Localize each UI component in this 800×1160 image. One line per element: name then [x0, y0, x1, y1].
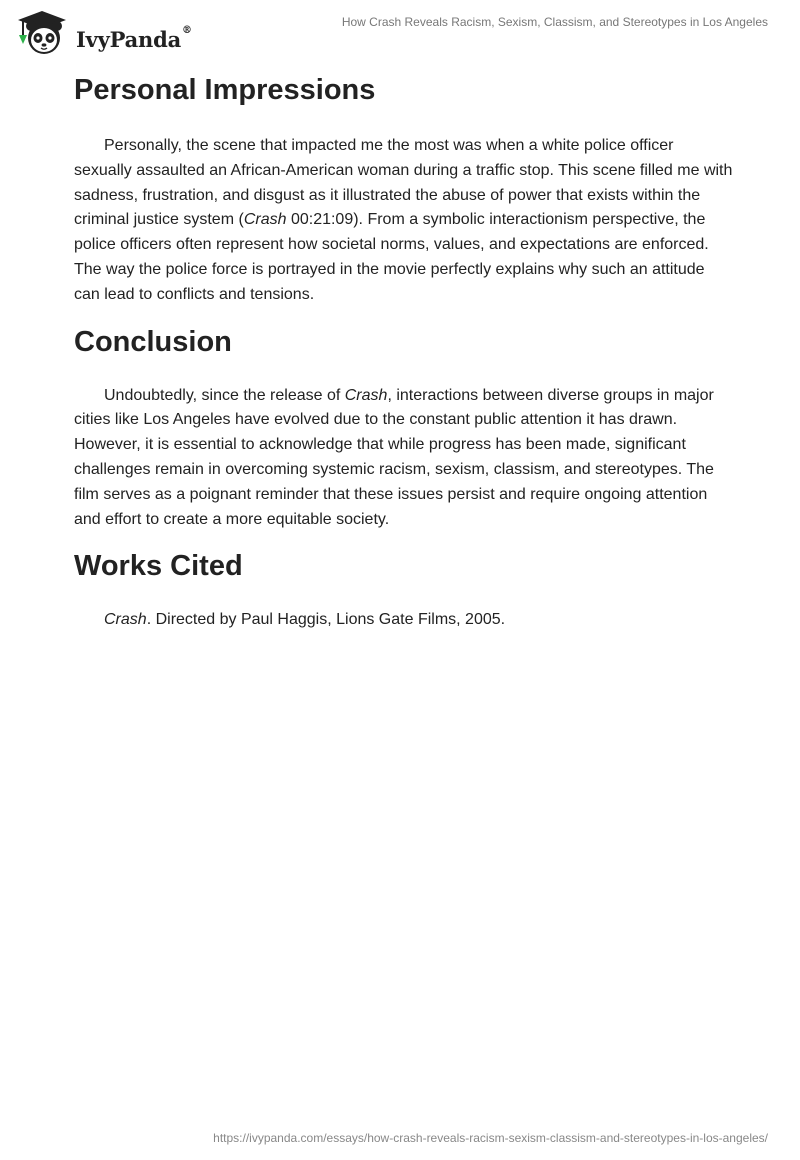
paragraph-personal-impressions: Personally, the scene that impacted me the most was when a white police officer sexually assaulted an African-American woman during a traffic stop. This scene filled me with sadness, frustration, and disgust as it illustrated the abuse of power that exists within the criminal justice system (Crash 00:21:09). From a symbolic interactionism perspective, the police officers often represent how societal norms, values, and expectations are enforced. The way the police force is portrayed in the movie perfectly explains why such an attitude can lead to conflicts and tensions. — [74, 137, 733, 303]
registered-mark: ® — [182, 25, 192, 36]
ivypanda-logo[interactable] — [14, 9, 204, 57]
works-cited-entry: Crash. Directed by Paul Haggis, Lions Gate Films, 2005. — [104, 611, 506, 629]
paragraph-conclusion: Undoubtedly, since the release of Crash, interactions between diverse groups in major cities like Los Angeles have evolved due to the constant public attention it has drawn. However, it is essential to acknowledge that while progress has been made, significant challenges remain in overcoming systemic racism, sexism, classism, and stereotypes. The film serves as a poignant reminder that these issues persist and require ongoing attention and effort to create a more equitable society. — [74, 386, 714, 528]
film-title-italic: Crash — [243, 211, 287, 229]
panda-logo-icon — [14, 9, 72, 57]
heading-conclusion: Conclusion — [74, 325, 232, 358]
essay-content — [74, 72, 734, 633]
heading-works-cited: Works Cited — [74, 550, 243, 583]
film-title-italic: Crash — [104, 611, 147, 629]
heading-personal-impressions: Personal Impressions — [74, 74, 376, 106]
running-title: How Crash Reveals Racism, Sexism, Classism, and Stereotypes in Los Angeles — [341, 15, 768, 29]
film-title-italic: Crash — [344, 386, 388, 404]
brand-name: IvyPanda® — [76, 25, 192, 52]
page-header — [0, 0, 800, 70]
footer-source-url[interactable]: https://ivypanda.com/essays/how-crash-reveals-racism-sexism-classism-and-stereotypes-in-los-angeles/ — [213, 1131, 768, 1145]
